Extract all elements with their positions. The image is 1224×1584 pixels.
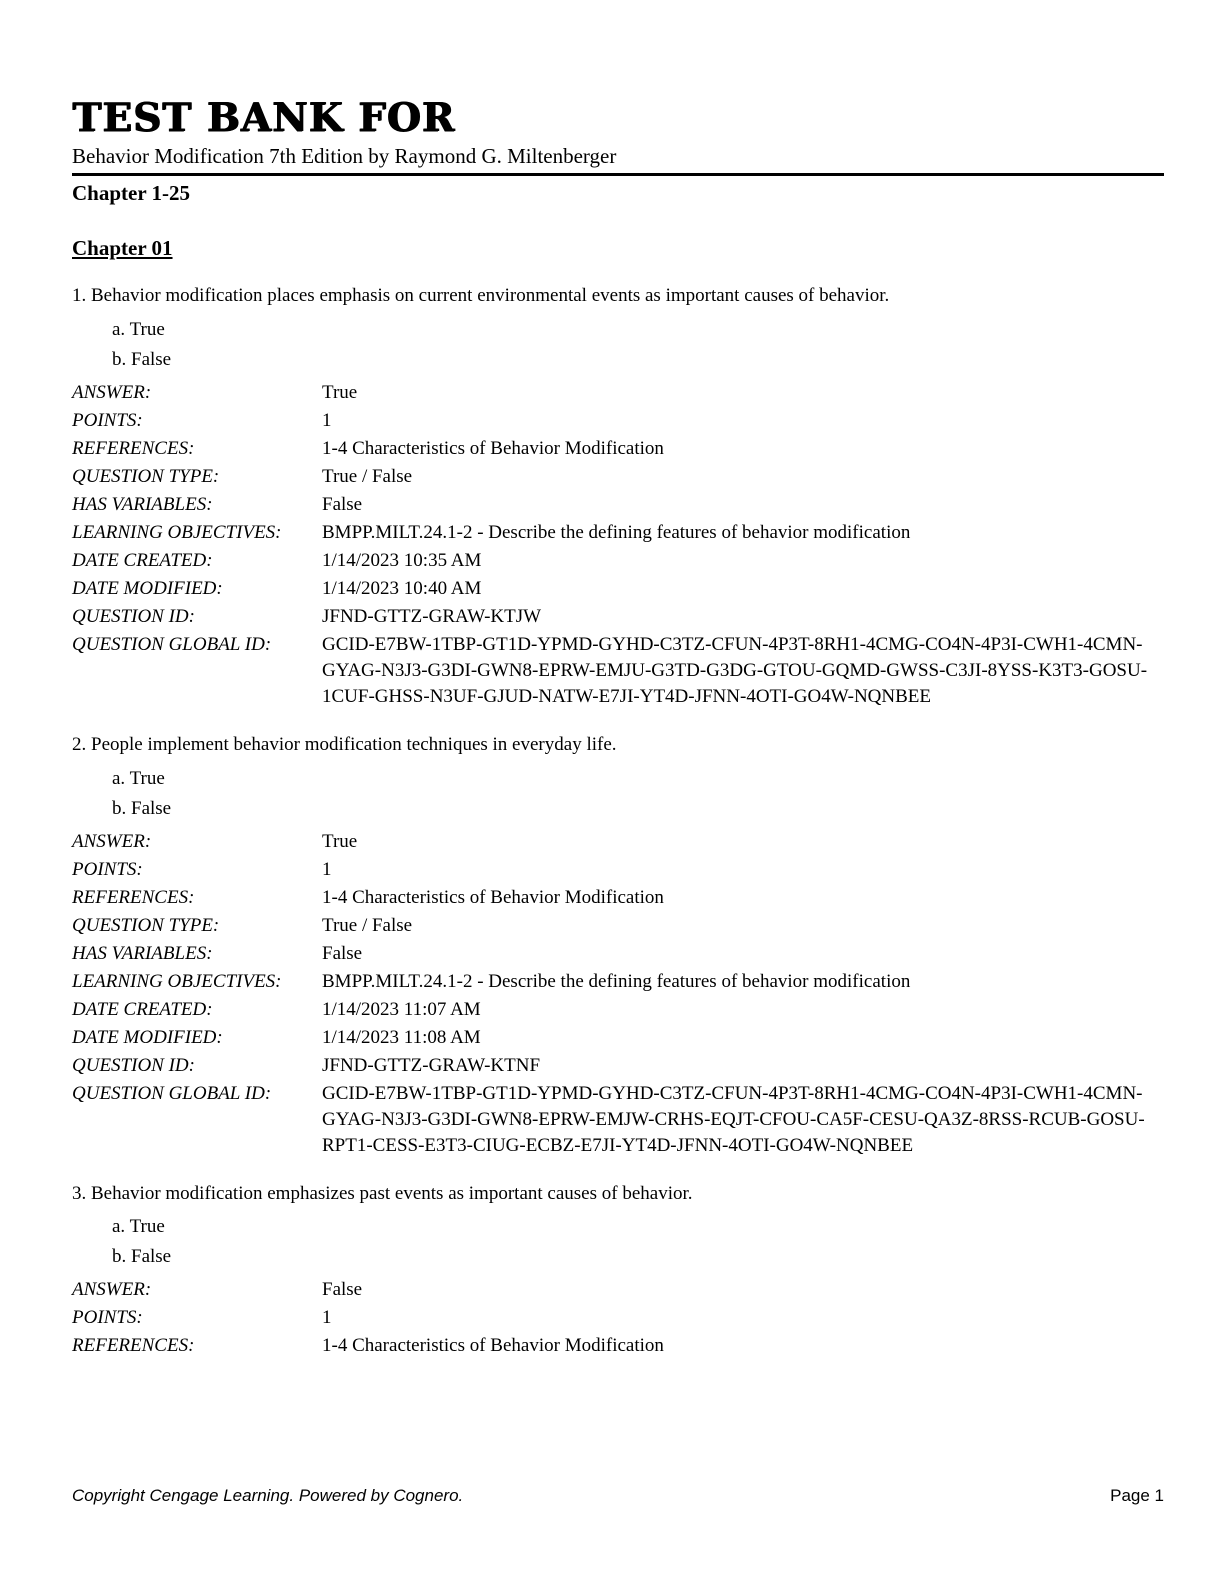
meta-value: JFND-GTTZ-GRAW-KTJW <box>322 605 542 627</box>
meta-label: LEARNING OBJECTIVES: <box>72 970 282 992</box>
meta-value: False <box>322 942 363 964</box>
document-subtitle: Behavior Modification 7th Edition by Raymond G. Miltenberger <box>72 143 617 168</box>
meta-row-question-type <box>72 913 1164 939</box>
meta-label: REFERENCES: <box>72 437 195 459</box>
question-metadata <box>72 380 1164 710</box>
meta-value: 1/14/2023 11:07 AM <box>322 998 481 1020</box>
meta-value: BMPP.MILT.24.1-2 - Describe the defining features of behavior modification <box>322 521 911 543</box>
meta-label: POINTS: <box>72 1307 143 1329</box>
section-heading-chapter-01: Chapter 01 <box>72 236 173 261</box>
question-text: 2. People implement behavior modification techniques in everyday life. <box>72 733 617 755</box>
meta-label: POINTS: <box>72 858 143 880</box>
meta-row-references <box>72 885 1164 911</box>
meta-value: 1 <box>322 858 332 880</box>
answer-option-b: b. False <box>112 1246 172 1268</box>
meta-label: REFERENCES: <box>72 886 195 908</box>
meta-row-answer <box>72 380 1164 406</box>
meta-value: 1 <box>322 409 332 431</box>
meta-label: HAS VARIABLES: <box>72 942 213 964</box>
meta-label: ANSWER: <box>72 1279 152 1301</box>
meta-row-date-created <box>72 997 1164 1023</box>
question-metadata <box>72 829 1164 1159</box>
meta-row-points <box>72 1305 1164 1331</box>
answer-option-a: a. True <box>112 767 165 789</box>
meta-value: True <box>322 830 358 852</box>
question-block-2 <box>72 733 1164 1159</box>
copyright-text: Copyright Cengage Learning. Powered by Cognero. <box>72 1486 464 1505</box>
meta-value: False <box>322 1279 363 1301</box>
answer-option-b: b. False <box>112 797 172 819</box>
chapter-range-heading: Chapter 1-25 <box>72 181 191 206</box>
meta-value: False <box>322 493 363 515</box>
meta-row-date-modified <box>72 576 1164 602</box>
meta-value: GCID-E7BW-1TBP-GT1D-YPMD-GYHD-C3TZ-CFUN-4P3T-8RH1-4CMG-CO4N-4P3I-CWH1-4CMN-GYAG-N3J3-G3DI-GWN8-EPRW-EMJW-CRHS-EQJT-CFOU-CA5F-CESU-QA3Z-8RSS-RCUB-GOSU-RPT1-CESS-E3T3-CIUG-ECBZ-E7JI-YT4D-JFNN-4OTI-GO4W-NQNBEE <box>322 1082 1145 1156</box>
meta-row-date-modified <box>72 1025 1164 1051</box>
meta-label: QUESTION GLOBAL ID: <box>72 633 272 655</box>
meta-value: 1-4 Characteristics of Behavior Modification <box>322 437 664 459</box>
meta-label: QUESTION TYPE: <box>72 465 220 487</box>
meta-label: DATE CREATED: <box>72 549 213 571</box>
header-divider <box>72 173 1164 176</box>
answer-option-a: a. True <box>112 1216 165 1238</box>
meta-value: True / False <box>322 914 413 936</box>
meta-row-points <box>72 408 1164 434</box>
meta-row-answer <box>72 829 1164 855</box>
meta-row-question-id <box>72 604 1164 630</box>
meta-value: 1/14/2023 11:08 AM <box>322 1026 481 1048</box>
meta-label: DATE CREATED: <box>72 998 213 1020</box>
question-text: 1. Behavior modification places emphasis on current environmental events as important causes of behavior. <box>72 285 890 307</box>
meta-label: ANSWER: <box>72 830 152 852</box>
meta-row-has-variables <box>72 941 1164 967</box>
meta-label: LEARNING OBJECTIVES: <box>72 521 282 543</box>
meta-label: REFERENCES: <box>72 1335 195 1357</box>
meta-label: POINTS: <box>72 409 143 431</box>
page-number: Page 1 <box>1110 1486 1164 1505</box>
meta-row-question-global-id <box>72 632 1164 710</box>
meta-row-answer <box>72 1277 1164 1303</box>
meta-value: BMPP.MILT.24.1-2 - Describe the defining features of behavior modification <box>322 970 911 992</box>
meta-row-has-variables <box>72 492 1164 518</box>
meta-value: 1-4 Characteristics of Behavior Modification <box>322 886 664 908</box>
page-footer <box>72 1486 1164 1506</box>
meta-row-learning-objectives <box>72 520 1164 546</box>
meta-value: 1/14/2023 10:35 AM <box>322 549 482 571</box>
meta-row-points <box>72 857 1164 883</box>
meta-value: GCID-E7BW-1TBP-GT1D-YPMD-GYHD-C3TZ-CFUN-4P3T-8RH1-4CMG-CO4N-4P3I-CWH1-4CMN-GYAG-N3J3-G3DI-GWN8-EPRW-EMJU-G3TD-G3DG-GTOU-GQMD-GWSS-C3JI-8YSS-K3T3-GOSU-1CUF-GHSS-N3UF-GJUD-NATW-E7JI-YT4D-JFNN-4OTI-GO4W-NQNBEE <box>322 633 1148 707</box>
meta-label: QUESTION GLOBAL ID: <box>72 1082 272 1104</box>
meta-value: True / False <box>322 465 413 487</box>
meta-value: JFND-GTTZ-GRAW-KTNF <box>322 1054 541 1076</box>
meta-row-question-type <box>72 464 1164 490</box>
question-metadata <box>72 1277 1164 1359</box>
meta-label: DATE MODIFIED: <box>72 1026 223 1048</box>
meta-value: True <box>322 381 358 403</box>
meta-row-references <box>72 436 1164 462</box>
meta-label: QUESTION ID: <box>72 605 195 627</box>
document-header <box>72 95 1164 206</box>
meta-value: 1-4 Characteristics of Behavior Modification <box>322 1335 664 1357</box>
question-text: 3. Behavior modification emphasizes past events as important causes of behavior. <box>72 1182 693 1204</box>
meta-label: HAS VARIABLES: <box>72 493 213 515</box>
meta-row-date-created <box>72 548 1164 574</box>
meta-label: DATE MODIFIED: <box>72 577 223 599</box>
question-block-1 <box>72 284 1164 710</box>
question-block-3 <box>72 1182 1164 1360</box>
answer-option-b: b. False <box>112 348 172 370</box>
meta-label: QUESTION ID: <box>72 1054 195 1076</box>
meta-label: ANSWER: <box>72 381 152 403</box>
meta-value: 1 <box>322 1307 332 1329</box>
meta-value: 1/14/2023 10:40 AM <box>322 577 482 599</box>
answer-option-a: a. True <box>112 318 165 340</box>
meta-row-question-global-id <box>72 1081 1164 1159</box>
document-title: TEST BANK FOR <box>72 95 455 141</box>
meta-row-references <box>72 1333 1164 1359</box>
meta-row-learning-objectives <box>72 969 1164 995</box>
meta-row-question-id <box>72 1053 1164 1079</box>
meta-label: QUESTION TYPE: <box>72 914 220 936</box>
